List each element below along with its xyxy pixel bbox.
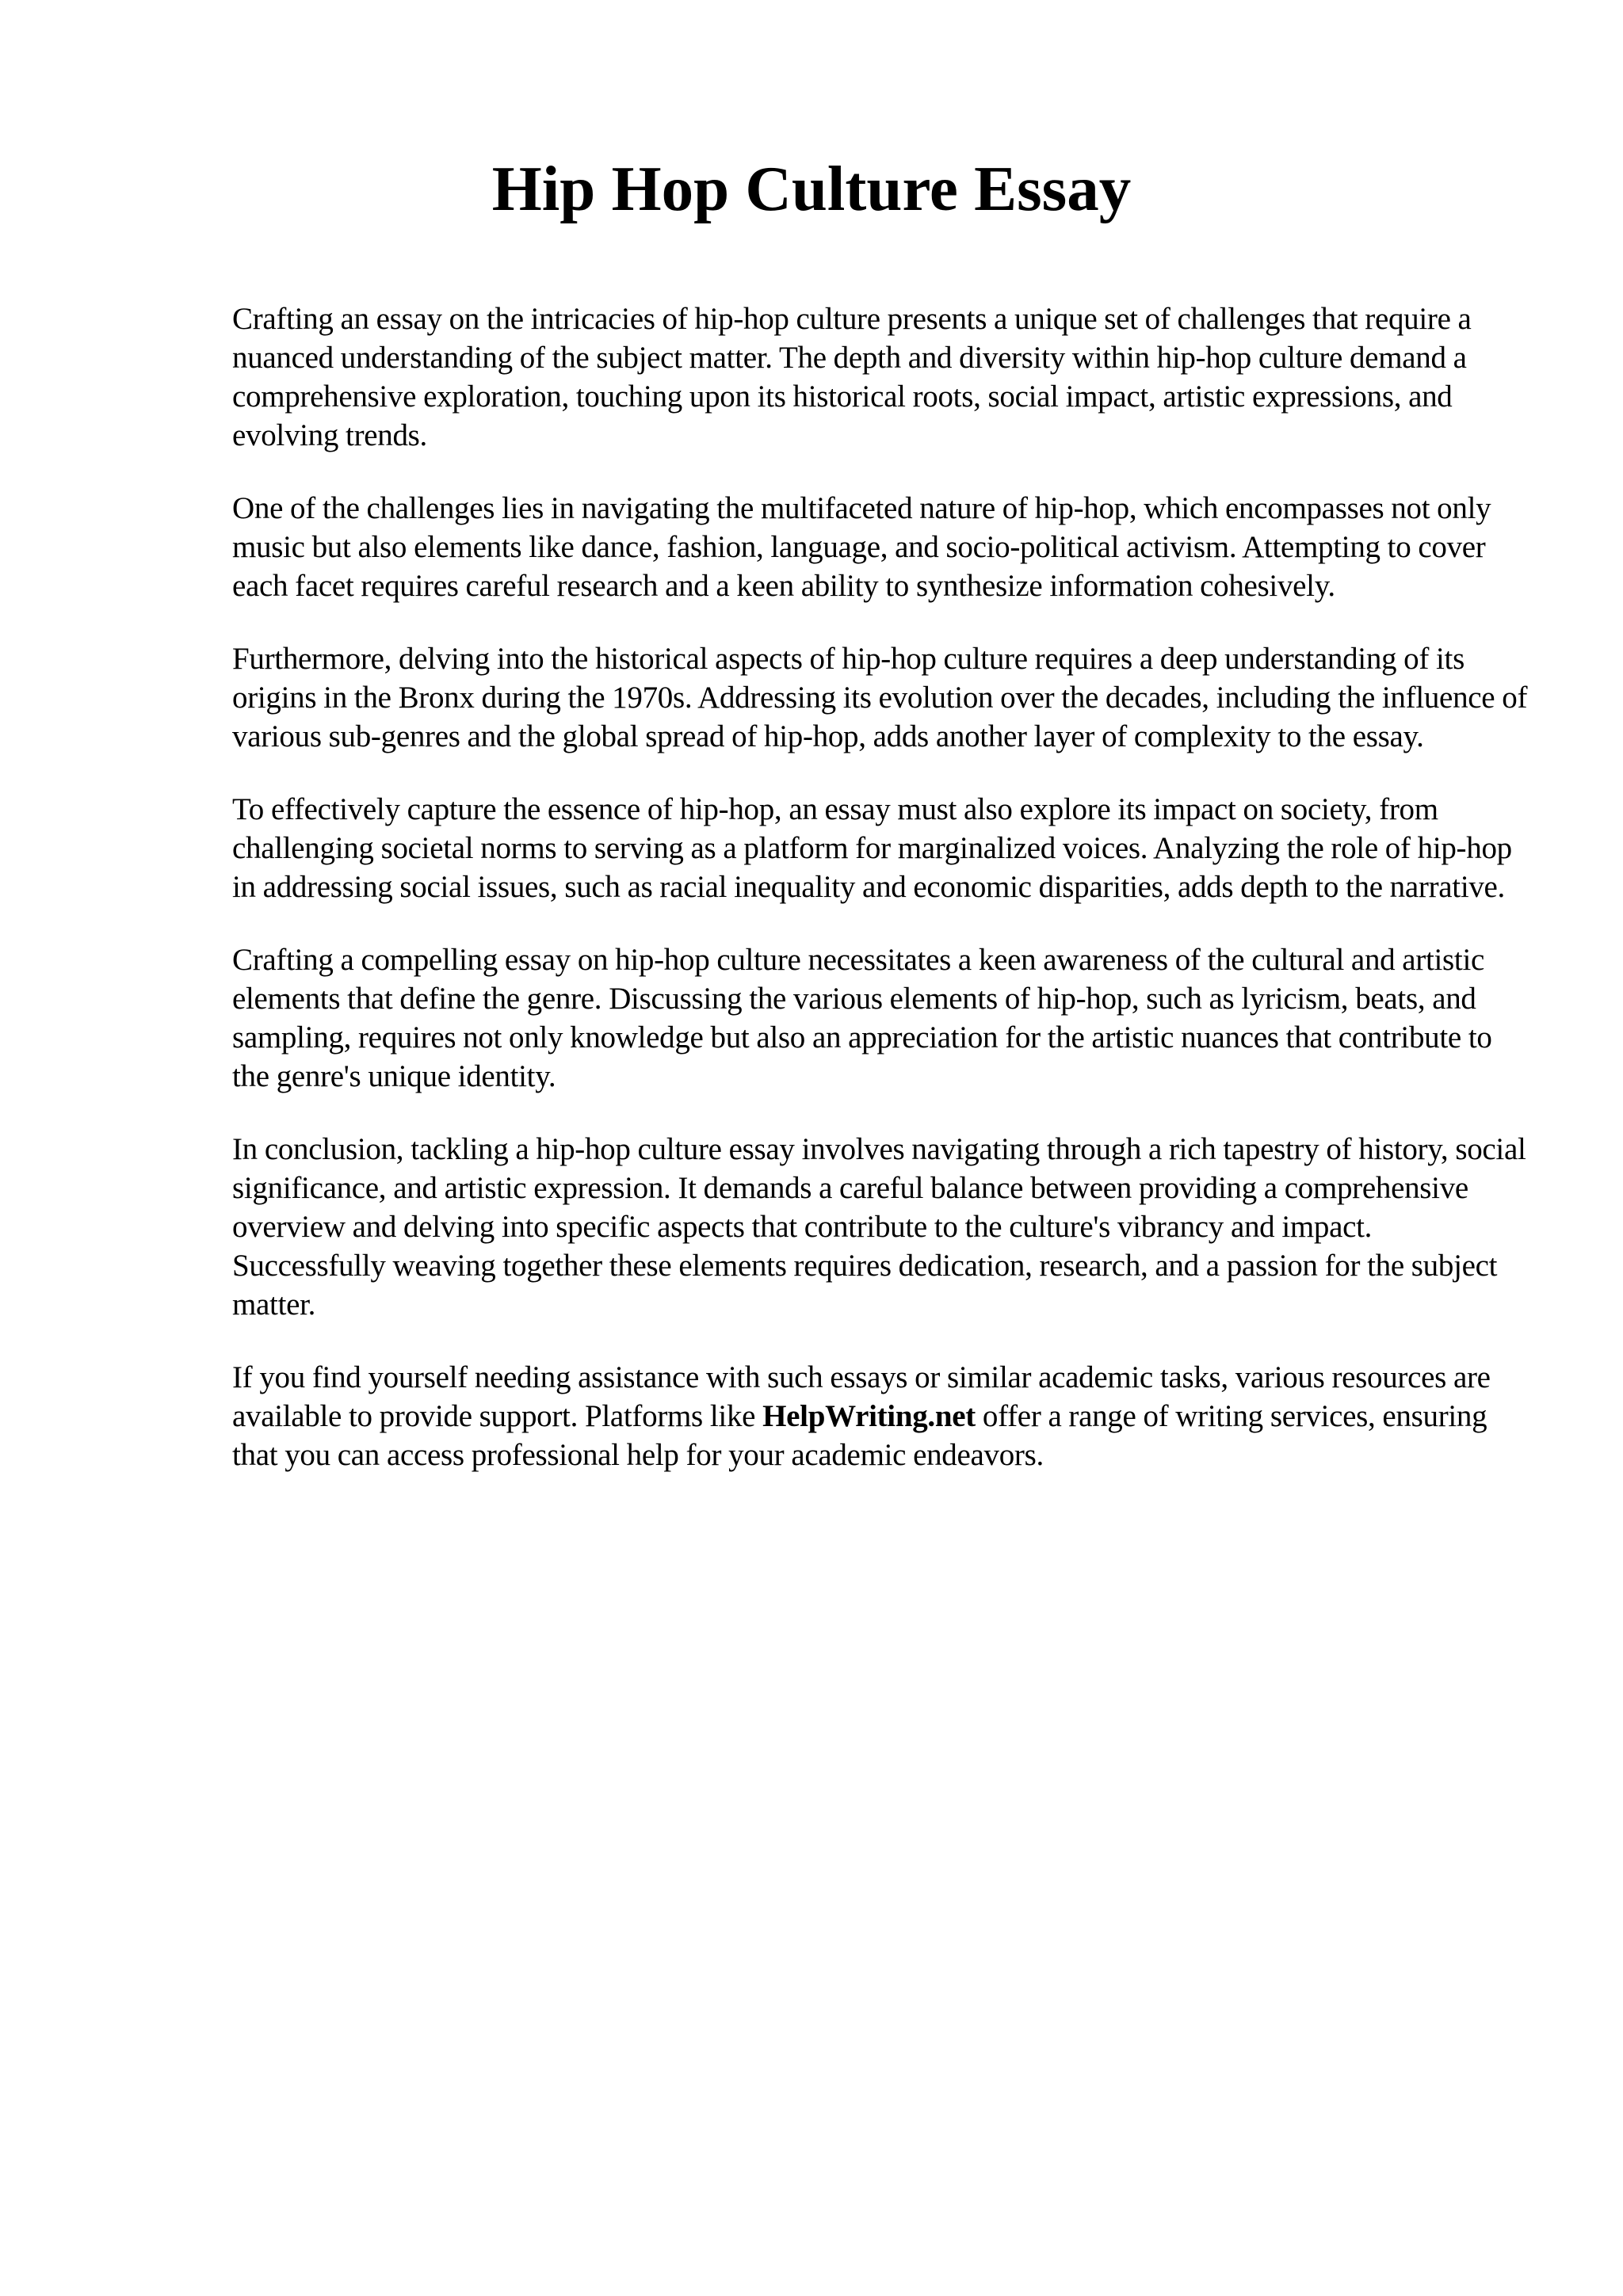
paragraph-social-impact: To effectively capture the essence of hip-hop, an essay must also explore its impact on society, from challenging societal norms to serving as a platform for marginalized voices. Analyzing the role of hip-hop in addressing social issues, such as racial inequality and economic disparities, adds depth to the narrative. (232, 792, 1512, 904)
paragraph-historical-aspects: Furthermore, delving into the historical aspects of hip-hop culture requires a deep understanding of its origins in the Bronx during the 1970s. Addressing its evolution over the decades, including the influence of various sub-genres and the global spread of hip-hop, adds another layer of complexity to the essay. (232, 642, 1528, 753)
closing-text-after: offer a range of writing services, ensuring that you can access professional help for your academic endeavors. (232, 1399, 1487, 1472)
closing-text-before: If you find yourself needing assistance with such essays or similar academic tasks, various resources are available to provide support. Platforms like (232, 1360, 1491, 1433)
paragraph-artistic-elements: Crafting a compelling essay on hip-hop culture necessitates a keen awareness of the cultural and artistic elements that define the genre. Discussing the various elements of hip-hop, such as lyricism, beats, and sampling, requires not only knowledge but also an appreciation for the artistic nuances that contribute to the genre's unique identity. (232, 943, 1492, 1093)
paragraph-closing (232, 1358, 1532, 1474)
paragraph-multifaceted-nature: One of the challenges lies in navigating the multifaceted nature of hip-hop, which encompasses not only music but also elements like dance, fashion, language, and socio-political activism. Attempting to cover each facet requires careful research and a keen ability to synthesize information cohesively. (232, 491, 1491, 603)
paragraph-intro: Crafting an essay on the intricacies of hip-hop culture presents a unique set of challenges that require a nuanced understanding of the subject matter. The depth and diversity within hip-hop culture demand a comprehensive exploration, touching upon its historical roots, social impact, artistic expressions, and evolving trends. (232, 302, 1472, 452)
document-title: Hip Hop Culture Essay (491, 153, 1132, 224)
paragraph-conclusion: In conclusion, tackling a hip-hop culture essay involves navigating through a rich tapestry of history, social significance, and artistic expression. It demands a careful balance between providing a comprehensive overview and delving into specific aspects that contribute to the culture's vibrancy and impact. Successfully weaving together these elements requires dedication, research, and a passion for the subject matter. (232, 1132, 1526, 1322)
document-body (232, 299, 1532, 1508)
brand-link[interactable]: HelpWriting.net (762, 1399, 976, 1433)
